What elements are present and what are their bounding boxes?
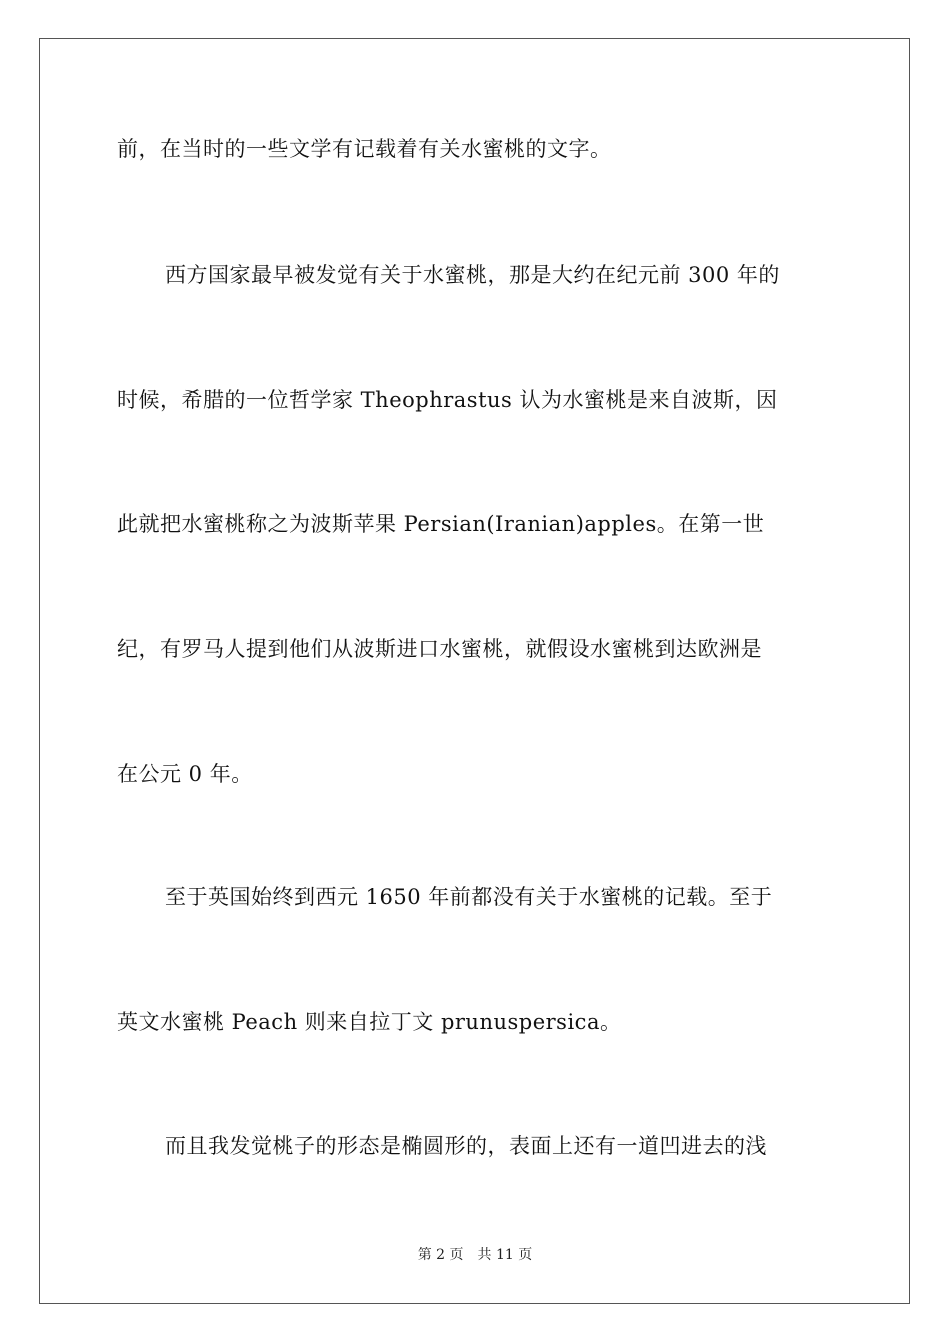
text-line-1: 前，在当时的一些文学有记载着有关水蜜桃的文字。: [117, 137, 612, 161]
page-number: 第 2 页: [417, 1247, 464, 1263]
text-line-4: 此就把水蜜桃称之为波斯苹果 Persian(Iranian)apples。在第一世: [117, 512, 765, 536]
text-line-5: 纪，有罗马人提到他们从波斯进口水蜜桃，就假设水蜜桃到达欧洲是: [117, 637, 762, 661]
page-border: [39, 38, 910, 1304]
text-line-6: 在公元 0 年。: [117, 762, 253, 786]
text-line-3: 时候，希腊的一位哲学家 Theophrastus 认为水蜜桃是来自波斯，因: [117, 388, 778, 412]
text-line-9: 而且我发觉桃子的形态是椭圆形的，表面上还有一道凹进去的浅: [165, 1134, 767, 1158]
page-footer: [0, 1246, 950, 1264]
text-line-2: 西方国家最早被发觉有关于水蜜桃，那是大约在纪元前 300 年的: [165, 263, 780, 287]
text-line-7: 至于英国始终到西元 1650 年前都没有关于水蜜桃的记载。至于: [165, 885, 773, 909]
text-line-8: 英文水蜜桃 Peach 则来自拉丁文 prunuspersica。: [117, 1010, 622, 1034]
page-total: 共 11 页: [477, 1247, 533, 1263]
